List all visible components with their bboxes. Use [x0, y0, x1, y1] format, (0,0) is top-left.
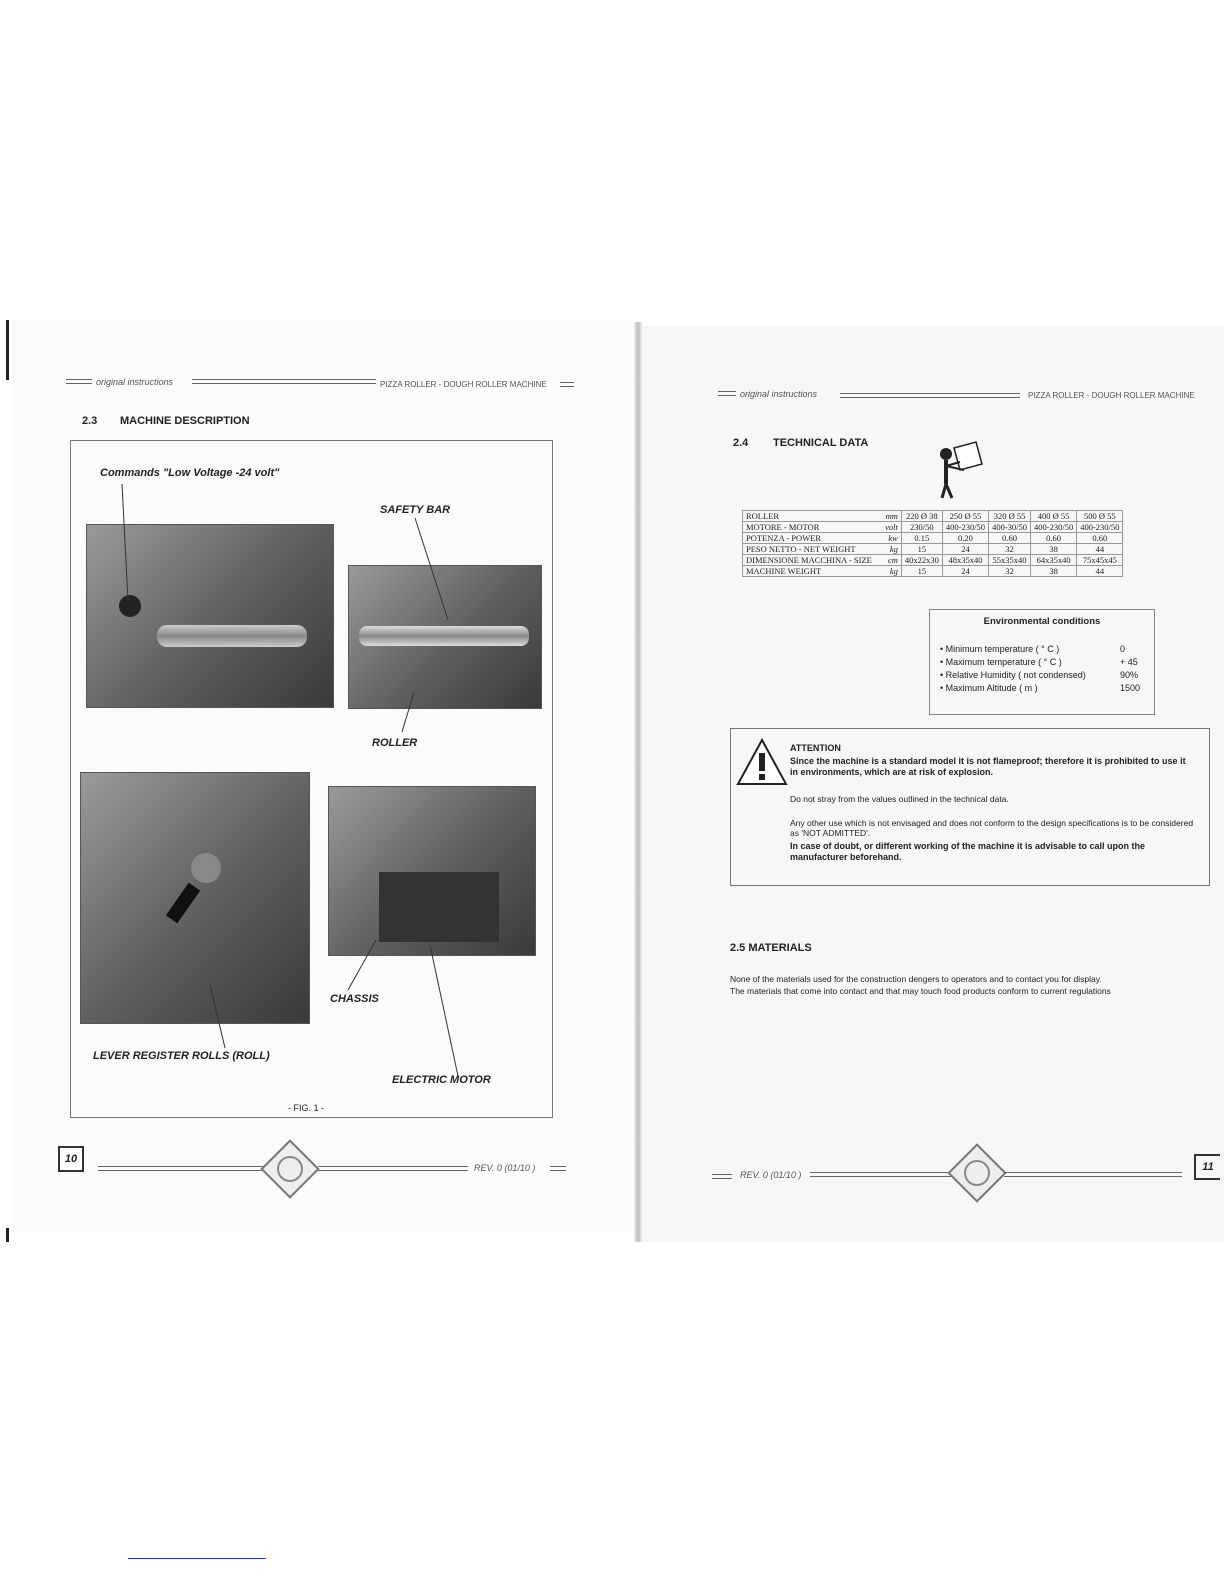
env-value: + 45	[1120, 657, 1138, 667]
brand-logo-inner	[272, 1151, 309, 1188]
attention-advice: In case of doubt, or different working of the machine it is advisable to call upon the manufacturer beforehand.	[790, 841, 1146, 862]
table-cell: 230/50	[901, 522, 942, 533]
table-row	[743, 555, 1123, 566]
row-label: ROLLER	[743, 511, 875, 522]
callout-commands: Commands "Low Voltage -24 volt"	[100, 467, 280, 479]
figure-caption: - FIG. 1 -	[288, 1103, 324, 1113]
row-unit: volt	[875, 522, 902, 533]
row-unit: kw	[875, 533, 902, 544]
table-cell: 24	[942, 566, 988, 577]
table-cell: 320 Ø 55	[989, 511, 1031, 522]
page-number-left: 10	[58, 1146, 84, 1172]
attention-warning: Since the machine is a standard model it is not flameproof; therefore it is prohibited to use it in environments, which are at risk of explosion.	[790, 756, 1186, 777]
header-right-text: PIZZA ROLLER - DOUGH ROLLER MACHINE	[380, 380, 547, 389]
attention-box	[730, 728, 1210, 886]
env-title: Environmental conditions	[983, 616, 1101, 627]
table-cell: 55x35x40	[989, 555, 1031, 566]
header-rule	[840, 393, 1020, 398]
brand-logo-inner	[959, 1155, 996, 1192]
table-cell: 500 Ø 55	[1077, 511, 1123, 522]
footer-rev: REV. 0 (01/10 )	[474, 1163, 536, 1173]
section-title: TECHNICAL DATA	[773, 437, 869, 449]
table-cell: 0.60	[1031, 533, 1077, 544]
callout-chassis: CHASSIS	[330, 993, 379, 1005]
env-value: 90%	[1120, 670, 1139, 680]
list-item: • Maximum temperature ( ° C ) + 45	[940, 657, 1138, 667]
page-number-right: 11	[1194, 1154, 1220, 1180]
list-item: • Relative Humidity ( not condensed) 90%	[940, 670, 1139, 680]
table-cell: 24	[942, 544, 988, 555]
header-right-text: PIZZA ROLLER - DOUGH ROLLER MACHINE	[1028, 391, 1195, 400]
row-label: POTENZA - POWER	[743, 533, 875, 544]
header-rule	[718, 391, 736, 396]
callout-motor: ELECTRIC MOTOR	[392, 1074, 491, 1086]
row-label: MACHINE WEIGHT	[743, 566, 875, 577]
env-label: Maximum Altitude ( m )	[945, 683, 1038, 693]
header-left-text: original instructions	[96, 377, 174, 387]
env-list	[940, 644, 1146, 696]
footer-rule	[550, 1166, 566, 1171]
callout-lever: LEVER REGISTER ROLLS (ROLL)	[93, 1050, 270, 1062]
env-label: Minimum temperature ( ° C )	[945, 644, 1060, 654]
table-cell: 15	[901, 544, 942, 555]
table-cell: 0.60	[989, 533, 1031, 544]
section-number: 2.4	[733, 437, 749, 449]
footer-rule	[712, 1174, 732, 1179]
figure-holding-sheet-icon	[930, 440, 986, 504]
footer-rev: REV. 0 (01/10 )	[740, 1170, 802, 1180]
table-row	[743, 511, 1123, 522]
callout-safety-bar: SAFETY BAR	[380, 504, 451, 516]
technical-data-table	[742, 510, 1123, 577]
footer-rule	[1004, 1172, 1182, 1177]
materials-line-2: The materials that come into contact and that may touch food products conform to current regulations	[730, 986, 1111, 996]
table-cell: 38	[1031, 544, 1077, 555]
table-cell: 44	[1077, 544, 1123, 555]
list-item: • Maximum Altitude ( m ) 1500	[940, 683, 1141, 693]
callout-roller: ROLLER	[372, 737, 418, 749]
section-number: 2.3	[82, 415, 98, 427]
table-cell: 250 Ø 55	[942, 511, 988, 522]
table-cell: 400 Ø 55	[1031, 511, 1077, 522]
env-label: Relative Humidity ( not condensed)	[945, 670, 1086, 680]
materials-line-1: None of the materials used for the construction dengers to operators and to contact you for display.	[730, 974, 1102, 984]
table-cell: 0.15	[901, 533, 942, 544]
attention-text-1: Do not stray from the values outlined in the technical data.	[790, 794, 1009, 804]
row-label: PESO NETTO - NET WEIGHT	[743, 544, 875, 555]
table-cell: 44	[1077, 566, 1123, 577]
table-cell: 0.60	[1077, 533, 1123, 544]
table-row	[743, 522, 1123, 533]
env-label: Maximum temperature ( ° C )	[945, 657, 1062, 667]
footer-rule	[98, 1166, 268, 1171]
row-label: MOTORE - MOTOR	[743, 522, 875, 533]
table-row	[743, 533, 1123, 544]
table-cell: 400-230/50	[1031, 522, 1077, 533]
table-cell: 48x35x40	[942, 555, 988, 566]
table-cell: 38	[1031, 566, 1077, 577]
footer-rule	[318, 1166, 468, 1171]
table-cell: 220 Ø 38	[901, 511, 942, 522]
attention-title: ATTENTION	[790, 743, 841, 753]
table-cell: 400-30/50	[989, 522, 1031, 533]
table-cell: 75x45x45	[1077, 555, 1123, 566]
table-cell: 15	[901, 566, 942, 577]
materials-title: 2.5 MATERIALS	[730, 942, 812, 954]
row-label: DIMENSIONE MACCHINA - SIZE	[743, 555, 875, 566]
row-unit: kg	[875, 544, 902, 555]
table-cell: 32	[989, 566, 1031, 577]
section-title: MACHINE DESCRIPTION	[120, 415, 250, 427]
table-cell: 400-230/50	[942, 522, 988, 533]
row-unit: cm	[875, 555, 902, 566]
warning-icon	[735, 737, 789, 787]
table-cell: 40x22x30	[901, 555, 942, 566]
environmental-conditions-box	[929, 609, 1155, 715]
table-cell: 0.20	[942, 533, 988, 544]
table-cell: 400-230/50	[1077, 522, 1123, 533]
env-value: 0	[1120, 644, 1126, 654]
table-cell: 64x35x40	[1031, 555, 1077, 566]
table-row	[743, 566, 1123, 577]
bottom-link-rule	[128, 1558, 266, 1559]
attention-text-2: Any other use which is not envisaged and does not conform to the design specifications is to be considered as 'NOT ADMITTED'.	[790, 818, 1194, 838]
row-unit: kg	[875, 566, 902, 577]
footer-rule	[810, 1172, 956, 1177]
row-unit: mm	[875, 511, 902, 522]
table-row	[743, 544, 1123, 555]
env-value: 1500	[1120, 683, 1141, 693]
table-cell: 32	[989, 544, 1031, 555]
header-left-text: original instructions	[740, 389, 818, 399]
list-item: • Minimum temperature ( ° C ) 0	[940, 644, 1126, 654]
